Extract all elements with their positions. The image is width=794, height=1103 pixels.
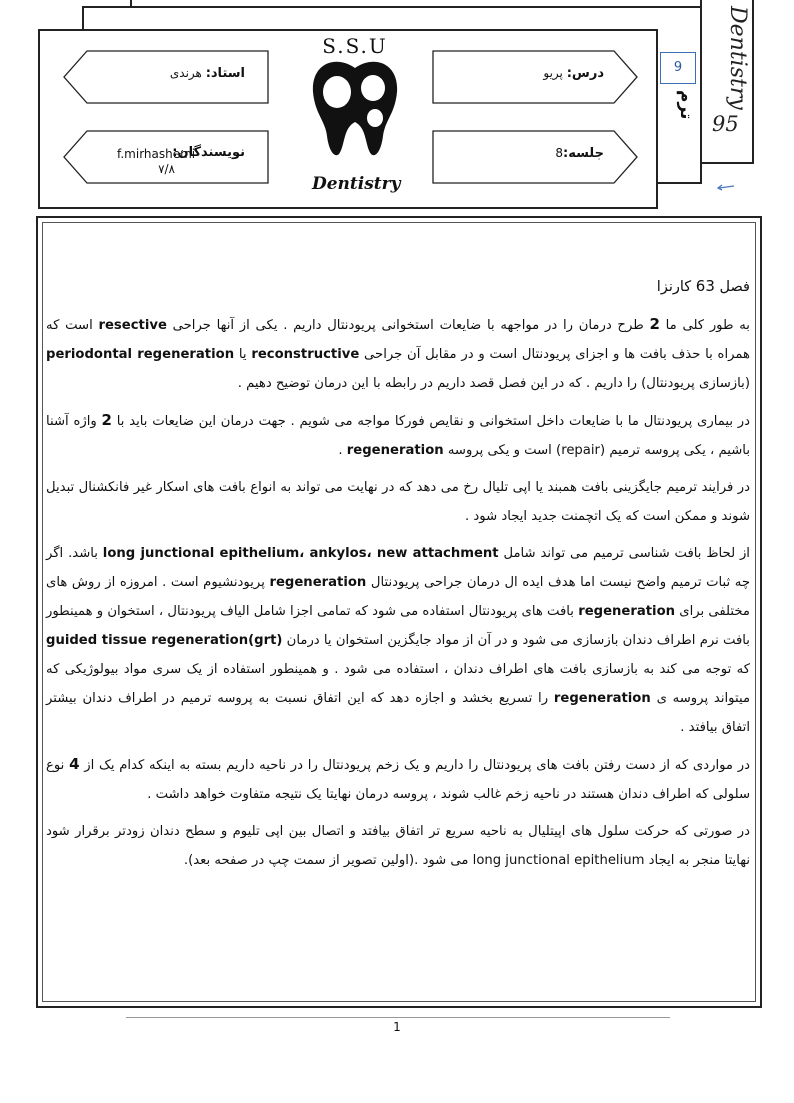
p1-text-f: (بازسازی پریودنتال) را داریم . که در این فصل قصد داریم در رابطه با این درمان توضیح دهیم . xyxy=(237,376,750,391)
tag-ostad xyxy=(63,50,269,104)
p2-text-d: . xyxy=(338,443,343,458)
paragraph-3 xyxy=(46,473,750,531)
tag-dars xyxy=(432,50,638,104)
p4-text-f: که توجه می کند به بازسازی بافت های اطراف دندان ، استفاده می شود . و همینطور استفاده از یک سری مواد بیولوژیکی که میتواند پروسه ی xyxy=(46,662,751,706)
tag-writers xyxy=(63,130,269,184)
footer-divider xyxy=(126,1017,670,1018)
side-tab-title: Dentistry xyxy=(725,6,750,110)
p6-text-a: در صورتی که حرکت سلول های اپیتلیال به ناحیه سریع تر اتفاق بیافتد و اتصال بین اپی تلیوم و سطح دندان زودتر برقرار شود نهایتا منجر به ایجاد xyxy=(46,824,750,868)
p1-text-c: است که همراه با حذف بافت ها و اجزای پریودنتال است و در مقابل آن جراحی xyxy=(46,318,750,362)
p5-text-a: در مواردی که از دست رفتن بافت های پریودنتال را داریم و یک زخم پریودنتال را در ناحیه داریم بسته به اینکه کدام یک از xyxy=(84,758,750,773)
p2-term-repair: (repair) xyxy=(556,443,606,458)
writers-value: f.mirhashemi xyxy=(117,147,196,161)
term-number: 9 xyxy=(660,52,696,84)
p4-term-regeneration-2: regeneration xyxy=(578,604,676,619)
p2-text-c: است و یکی پروسه xyxy=(447,443,552,458)
p1-text-b: طرح درمان را در مواجهه با ضایعات استخوانی پریودنتال داریم . یکی از آنها جراحی xyxy=(172,318,644,333)
p2-term-regeneration: regeneration xyxy=(346,443,444,458)
paragraph-4 xyxy=(46,539,750,742)
p4-term-regeneration-3: regeneration xyxy=(553,691,651,706)
p1-text-a: به طور کلی ما xyxy=(665,318,750,333)
p4-text-d: بافت های پریودنتال استفاده می شود که تمامی اجزا شامل الیاف پریودنتال ، استخوان و همینطور بافت نرم اطراف دندان بازسازی می شود و در آن از مواد جایگزین استخوان یا درمان xyxy=(46,604,750,648)
page-number: 1 xyxy=(393,1020,401,1034)
p4-term-regeneration-1: regeneration xyxy=(269,575,367,590)
content-body xyxy=(46,232,750,892)
p2-text-b: واژه آشنا باشیم ، یکی پروسه ترمیم xyxy=(46,414,750,458)
p2-text-a: در بیماری پریودنتال ما با ضایعات داخل استخوانی و نقایص فورکا مواجه می شویم . جهت درمان این ضایعات باید با xyxy=(116,414,750,429)
arrow-left-icon xyxy=(716,182,736,192)
ostad-value: هرندی xyxy=(169,66,202,80)
side-tab-year: 95 xyxy=(712,112,739,136)
logo-top-text: S.S.U xyxy=(322,34,388,58)
ostad-key: استاد: xyxy=(205,66,245,81)
session-value: 8 xyxy=(555,146,563,160)
chapter-title xyxy=(46,272,750,302)
p1-term-reconstructive: reconstructive xyxy=(251,347,360,362)
paragraph-5 xyxy=(46,750,750,809)
p1-text-d: یا xyxy=(238,347,247,362)
p1-term-periodontal-regeneration: periodontal regeneration xyxy=(46,347,235,362)
p5-text-b: نوع سلولی که اطراف دندان هستند در ناحیه زخم غالب شوند ، پروسه درمان نهایتا یک نتیجه متفاوت خواهد داشت . xyxy=(46,758,750,802)
p4-text-c: پریودنشیوم است . امروزه از روش های مختلفی برای xyxy=(46,575,750,619)
p2-number: 2 xyxy=(101,411,112,429)
logo-bottom-text: Dentistry xyxy=(312,174,401,194)
p6-term-lje: long junctional epithelium xyxy=(472,853,645,868)
ssu-logo xyxy=(300,34,410,200)
p1-number: 2 xyxy=(649,315,660,333)
chapter-title-pre: فصل xyxy=(719,279,750,295)
tag-session xyxy=(432,130,638,184)
p4-term-repair-types: long junctional epithelium، ankylos، new attachment xyxy=(102,546,499,561)
chapter-title-post: کارنزا xyxy=(656,279,692,295)
p4-text-a: از لحاظ بافت شناسی ترمیم می تواند شامل xyxy=(503,546,750,561)
writers-extra: ٧/٨ xyxy=(158,162,175,176)
p4-text-g: را تسریع بخشد و اجازه دهد که این اتفاق نسبت به پروسه ترمیم در اطراف دندان بیشتر اتفاق بیافتد . xyxy=(46,691,750,735)
tooth-logo-icon xyxy=(305,58,405,162)
paragraph-2 xyxy=(46,406,750,465)
dars-value: پریو xyxy=(543,66,563,80)
p1-term-resective: resective xyxy=(98,318,167,333)
writers-key: نویسندگان: xyxy=(172,145,245,160)
chapter-number: 63 xyxy=(695,277,715,295)
term-label: ترم xyxy=(676,90,696,120)
p3-text-a: در فرایند ترمیم جایگزینی بافت همبند یا اپی تلیال رخ می دهد که در نهایت می تواند به انواع بافت های اسکار غیر فانکشنال تبدیل شوند و ممکن است که یک اتچمنت جدید ایجاد شود . xyxy=(46,480,750,524)
p6-text-b: می شود .(اولین تصویر از سمت چپ در صفحه بعد). xyxy=(183,853,469,868)
p4-term-gtr: guided tissue regeneration(grt) xyxy=(46,633,283,648)
session-key: جلسه: xyxy=(563,146,604,161)
paragraph-1 xyxy=(46,310,750,398)
p4-text-b: باشد. اگر چه ثبات ترمیم واضح نیست اما هدف ایده ال درمان جراحی پریودنتال xyxy=(46,546,750,590)
dars-key: درس: xyxy=(566,66,604,81)
p5-number: 4 xyxy=(69,755,80,773)
paragraph-6 xyxy=(46,817,750,875)
